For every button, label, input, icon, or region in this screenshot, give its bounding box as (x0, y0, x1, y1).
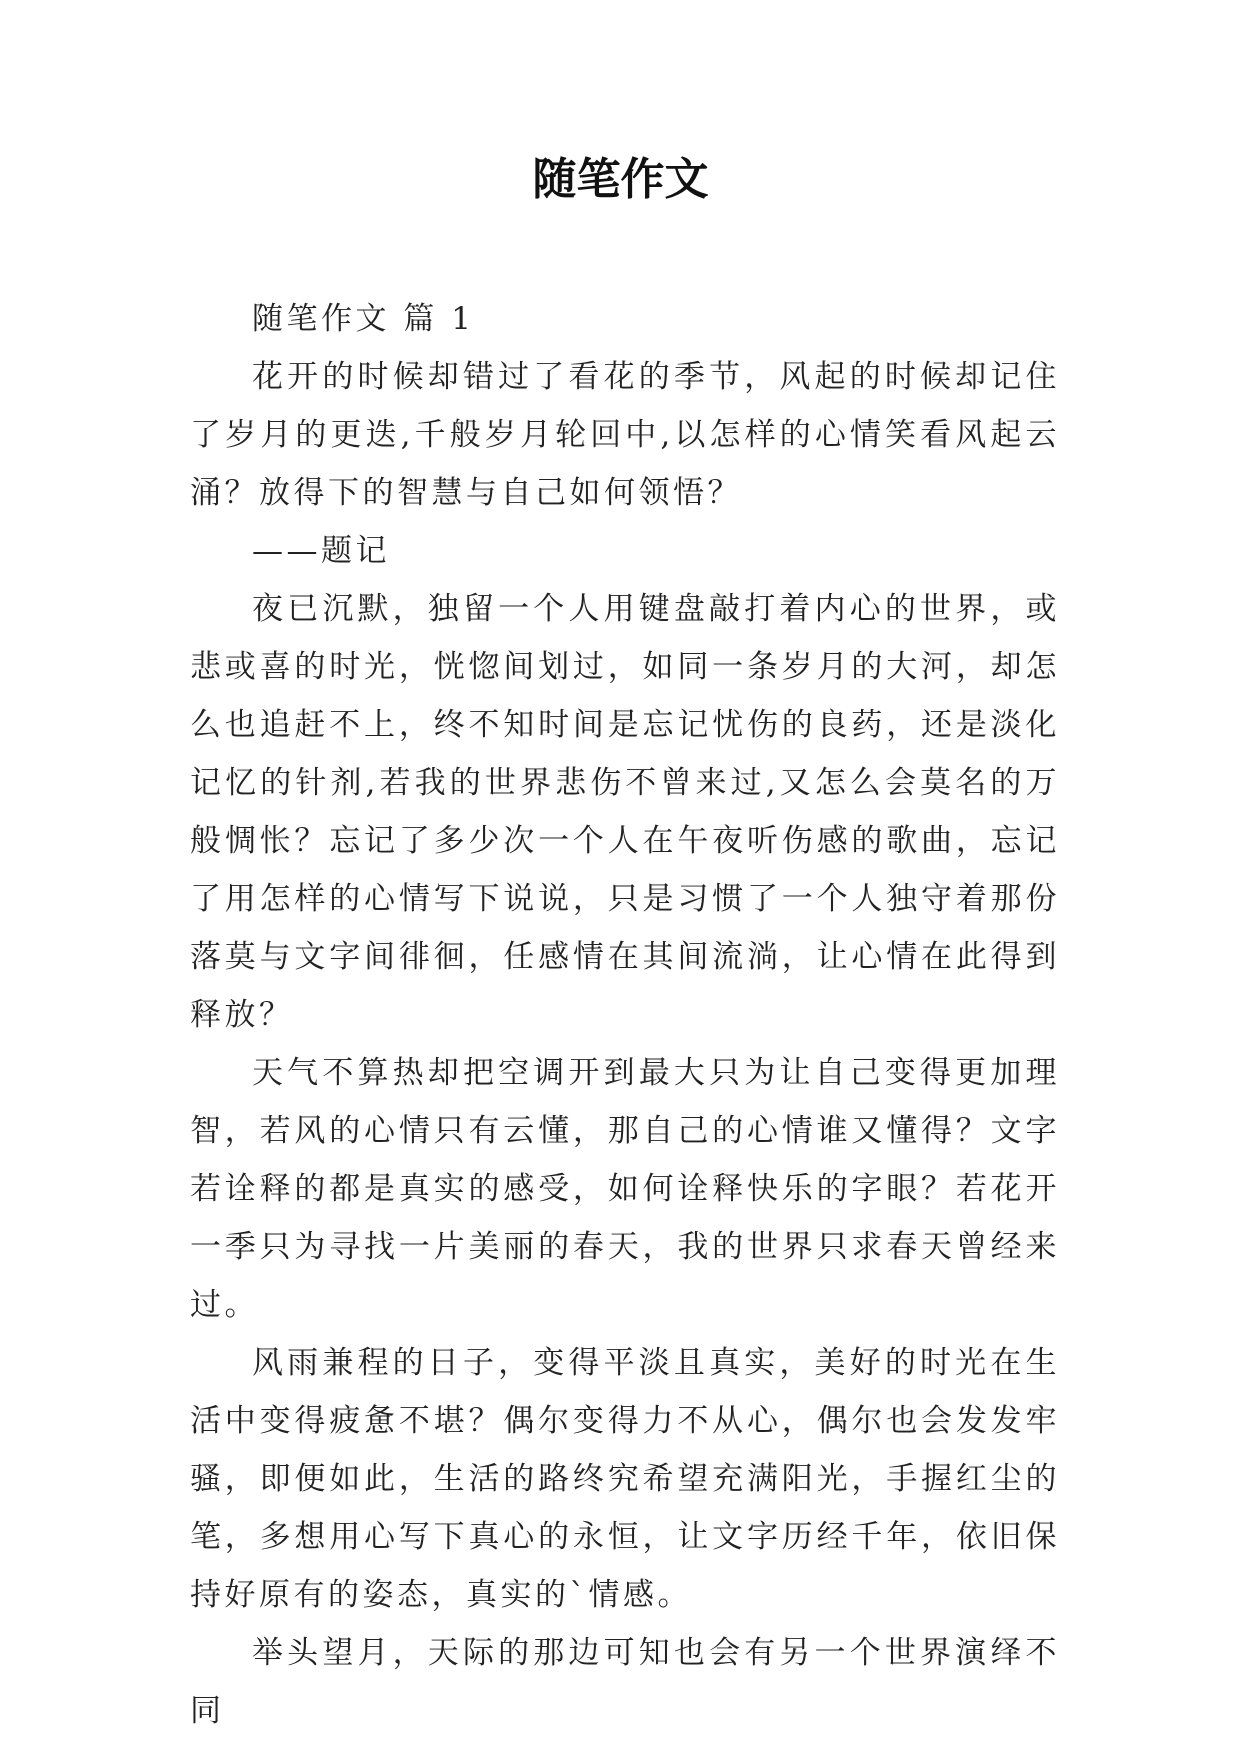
paragraph: 风雨兼程的日子，变得平淡且真实，美好的时光在生活中变得疲惫不堪？偶尔变得力不从心，偶尔也会发发牢骚，即便如此，生活的路终究希望充满阳光，手握红尘的笔，多想用心写下真心的永恒，让文字历经千年，依旧保持好原有的姿态，真实的`情感。 (190, 1345, 1060, 1613)
paragraph: 天气不算热却把空调开到最大只为让自己变得更加理智，若风的心情只有云懂，那自己的心情谁又懂得？文字若诠释的都是真实的感受，如何诠释快乐的字眼？若花开一季只为寻找一片美丽的春天，我的世界只求春天曾经来过。 (190, 1055, 1060, 1323)
paragraph: 举头望月，天际的那边可知也会有另一个世界演绎不同 (190, 1635, 1060, 1729)
epigraph-attribution: ——题记 (252, 533, 390, 569)
document-title: 随笔作文 (532, 154, 709, 205)
paragraph: 花开的时候却错过了看花的季节，风起的时候却记住了岁月的更迭,千般岁月轮回中,以怎样的心情笑看风起云涌？放得下的智慧与自己如何领悟？ (190, 359, 1060, 511)
document-body (190, 290, 1060, 1740)
section-heading: 随笔作文 篇 1 (252, 301, 475, 337)
paragraph: 夜已沉默，独留一个人用键盘敲打着内心的世界，或悲或喜的时光，恍惚间划过，如同一条岁月的大河，却怎么也追赶不上，终不知时间是忘记忧伤的良药，还是淡化记忆的针剂,若我的世界悲伤不曾来过,又怎么会莫名的万般惆怅？忘记了多少次一个人在午夜听伤感的歌曲，忘记了用怎样的心情写下说说，只是习惯了一个人独守着那份落莫与文字间徘徊，任感情在其间流淌，让心情在此得到释放？ (190, 591, 1060, 1033)
